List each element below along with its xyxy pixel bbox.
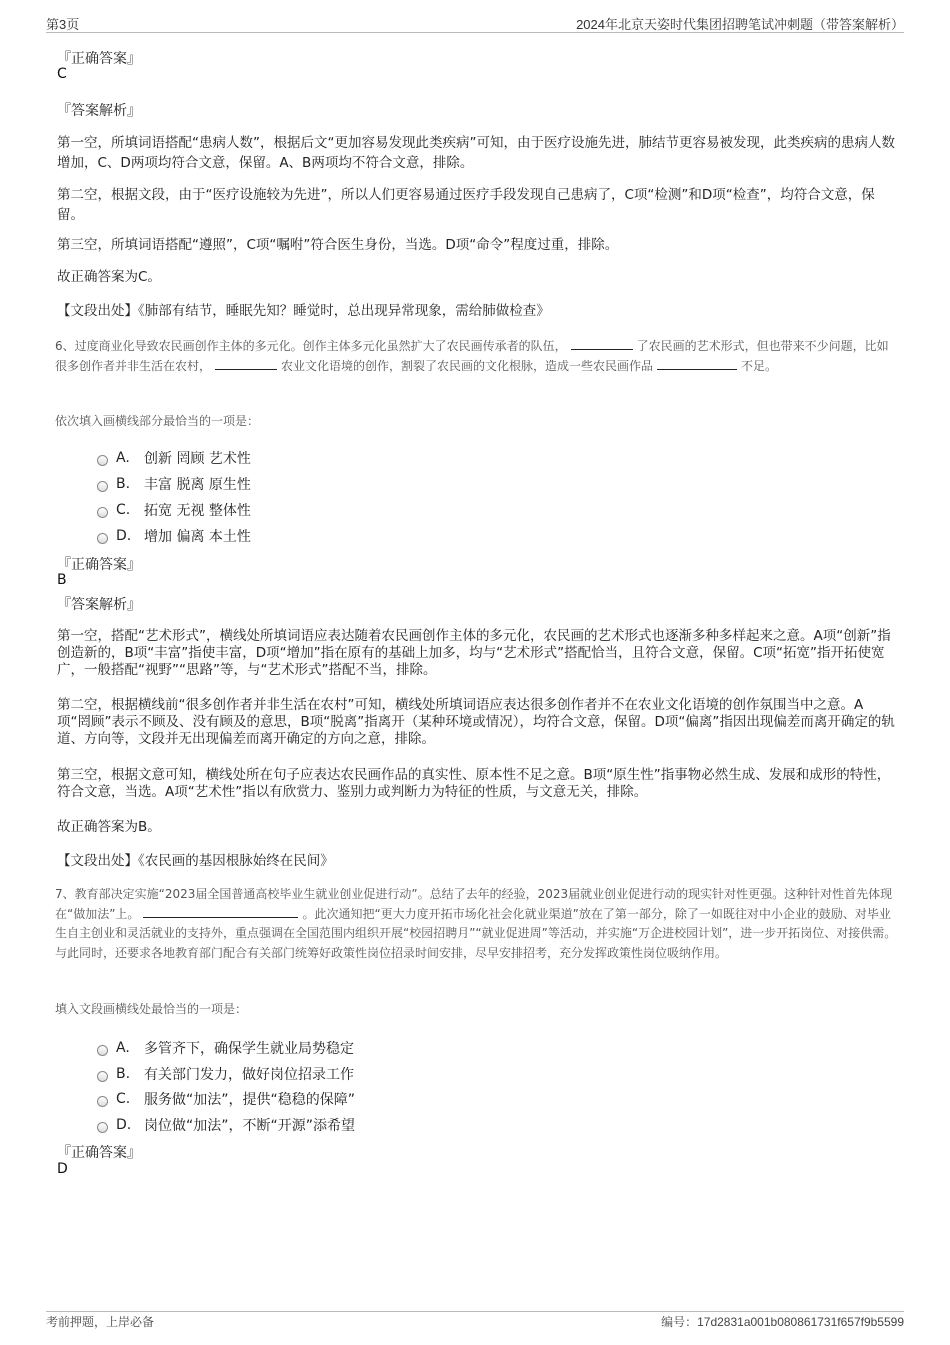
blank-3 xyxy=(657,359,737,370)
footer-slogan: 考前押题，上岸必备 xyxy=(46,1315,155,1329)
option-text: 丰富 脱离 原生性 xyxy=(144,477,251,493)
option-key: A. xyxy=(116,450,130,466)
option-d[interactable] xyxy=(97,1115,355,1135)
analysis-paragraph: 第三空，所填词语搭配“遵照”，C项“嘱咐”符合医生身份，当选。D项“命令”程度过重，排除。 xyxy=(57,237,619,253)
radio-icon[interactable] xyxy=(97,1096,108,1107)
question-7-text xyxy=(55,885,897,963)
option-text: 有关部门发力，做好岗位招录工作 xyxy=(144,1067,354,1083)
radio-icon[interactable] xyxy=(97,1122,108,1133)
analysis-paragraph: 第二空，根据横线前“很多创作者并非生活在农村”可知，横线处所填词语应表达很多创作者并不在农业文化语境的创作氛围当中之意。A项“罔顾”表示不顾及、没有顾及的意思，B项“脱离”指离开（某种环境或情况），均符合文意，保留。D项“偏离”指因出现偏差而离开确定的轨道、方向等，文段并无出现偏差而离开确定的方向之意，排除。 xyxy=(57,697,895,747)
analysis-paragraph: 第二空，根据文段，由于“医疗设施较为先进”，所以人们更容易通过医疗手段发现自己患病了，C项“检测”和D项“检查”，均符合文意，保留。 xyxy=(57,187,875,223)
analysis-label: 『答案解析』 xyxy=(57,597,141,613)
option-text: 拓宽 无视 整体性 xyxy=(144,503,251,519)
page-number: 第3页 xyxy=(46,17,80,32)
option-key: A. xyxy=(116,1040,130,1056)
option-key: D. xyxy=(116,528,132,544)
option-text: 服务做“加法”，提供“稳稳的保障” xyxy=(144,1092,356,1108)
radio-icon[interactable] xyxy=(97,1045,108,1056)
analysis-paragraph: 第三空，根据文意可知，横线处所在句子应表达农民画作品的真实性、原本性不足之意。B项“原生性”指事物必然生成、发展和成形的特性，符合文意，当选。A项“艺术性”指以有欣赏力、鉴别力或判断力为特征的性质，与文意无关，排除。 xyxy=(57,767,891,800)
radio-icon[interactable] xyxy=(97,481,108,492)
radio-icon[interactable] xyxy=(97,455,108,466)
option-text: 多管齐下，确保学生就业局势稳定 xyxy=(144,1041,354,1057)
answer-value: D xyxy=(57,1161,68,1177)
option-key: B. xyxy=(116,476,131,492)
radio-icon[interactable] xyxy=(97,1071,108,1082)
question-text: 农业文化语境的创作，割裂了农民画的文化根脉，造成一些农民画作品 xyxy=(281,358,654,373)
option-c[interactable] xyxy=(97,1089,355,1109)
option-a[interactable] xyxy=(97,1038,354,1058)
question-text: 了农民画的艺术形式，但也带来不少问题，比如很多创作者并非生活在农村， xyxy=(55,339,889,373)
radio-icon[interactable] xyxy=(97,533,108,544)
analysis-paragraph: 第一空，搭配“艺术形式”，横线处所填词语应表达随着农民画创作主体的多元化，农民画的艺术形式也逐渐多种多样起来之意。A项“创新”指创造新的，B项“丰富”指使丰富，D项“增加”指在原有的基础上加多，均与“艺术形式”搭配恰当，且符合文意，保留。C项“拓宽”指开拓使宽广，一般搭配“视野”“思路”等，与“艺术形式”搭配不当，排除。 xyxy=(57,628,891,678)
option-b[interactable] xyxy=(97,1064,354,1084)
source: 【文段出处】《农民画的基因根脉始终在民间》 xyxy=(57,853,334,869)
radio-icon[interactable] xyxy=(97,507,108,518)
question-text: 6、过度商业化导致农民画创作主体的多元化。创作主体多元化虽然扩大了农民画传承者的队伍， xyxy=(55,339,567,353)
option-a[interactable] xyxy=(97,448,251,468)
footer-divider xyxy=(46,1311,904,1312)
option-key: D. xyxy=(116,1117,132,1133)
option-key: C. xyxy=(116,502,131,518)
analysis-paragraph: 第一空，所填词语搭配“患病人数”，根据后文“更加容易发现此类疾病”可知，由于医疗设施先进，肺结节更容易被发现，此类疾病的患病人数增加，C、D两项均符合文意，保留。A、B两项均不符合文意，排除。 xyxy=(57,135,895,171)
document-id: 编号：17d2831a001b080861731f657f9b5599 xyxy=(661,1315,904,1329)
question-prompt: 依次填入画横线部分最恰当的一项是： xyxy=(55,414,260,428)
analysis-label: 『答案解析』 xyxy=(57,103,141,119)
option-text: 增加 偏离 本土性 xyxy=(144,529,251,545)
blank-2 xyxy=(215,359,277,370)
option-text: 岗位做“加法”，不断“开源”添希望 xyxy=(144,1118,356,1134)
option-d[interactable] xyxy=(97,526,251,546)
question-text: 。此次通知把“更大力度开拓市场化社会化就业渠道”放在了第一部分，除了一如既往对中小企业的鼓励、对毕业生自主创业和灵活就业的支持外，重点强调在全国范围内组织开展“校园招聘月”“就业促进周”等活动，并实施“万企进校园计划”，进一步开拓岗位、对接供需。与此同时，还要求各地教育部门配合有关部门统筹好政策性岗位招录时间安排，尽早安排招考，充分发挥政策性岗位吸纳作用。 xyxy=(55,906,897,960)
document-title: 2024年北京天姿时代集团招聘笔试冲刺题（带答案解析） xyxy=(576,17,904,32)
option-c[interactable] xyxy=(97,500,251,520)
answer-label: 『正确答案』 xyxy=(57,51,141,67)
answer-value: C xyxy=(57,66,67,82)
question-6-text xyxy=(55,337,897,376)
option-b[interactable] xyxy=(97,474,251,494)
header-divider xyxy=(46,32,904,33)
question-text: 7、教育部决定实施“2023届全国普通高校毕业生就业创业促进行动”。总结了去年的经验，2023届就业创业促进行动的现实针对性更强。这种针对性首先体现在“做加法”上。 xyxy=(55,887,893,921)
option-key: B. xyxy=(116,1066,131,1082)
source: 【文段出处】《肺部有结节，睡眠先知？睡觉时，总出现异常现象，需给肺做检查》 xyxy=(57,303,550,319)
answer-label: 『正确答案』 xyxy=(57,1145,141,1161)
blank-1 xyxy=(143,907,298,918)
option-key: C. xyxy=(116,1091,131,1107)
option-text: 创新 罔顾 艺术性 xyxy=(144,451,251,467)
conclusion: 故正确答案为C。 xyxy=(57,269,161,285)
question-text: 不足。 xyxy=(741,358,778,373)
question-prompt: 填入文段画横线处最恰当的一项是： xyxy=(55,1002,248,1016)
blank-1 xyxy=(571,339,633,350)
answer-value: B xyxy=(57,572,67,588)
answer-label: 『正确答案』 xyxy=(57,557,141,573)
conclusion: 故正确答案为B。 xyxy=(57,819,161,835)
